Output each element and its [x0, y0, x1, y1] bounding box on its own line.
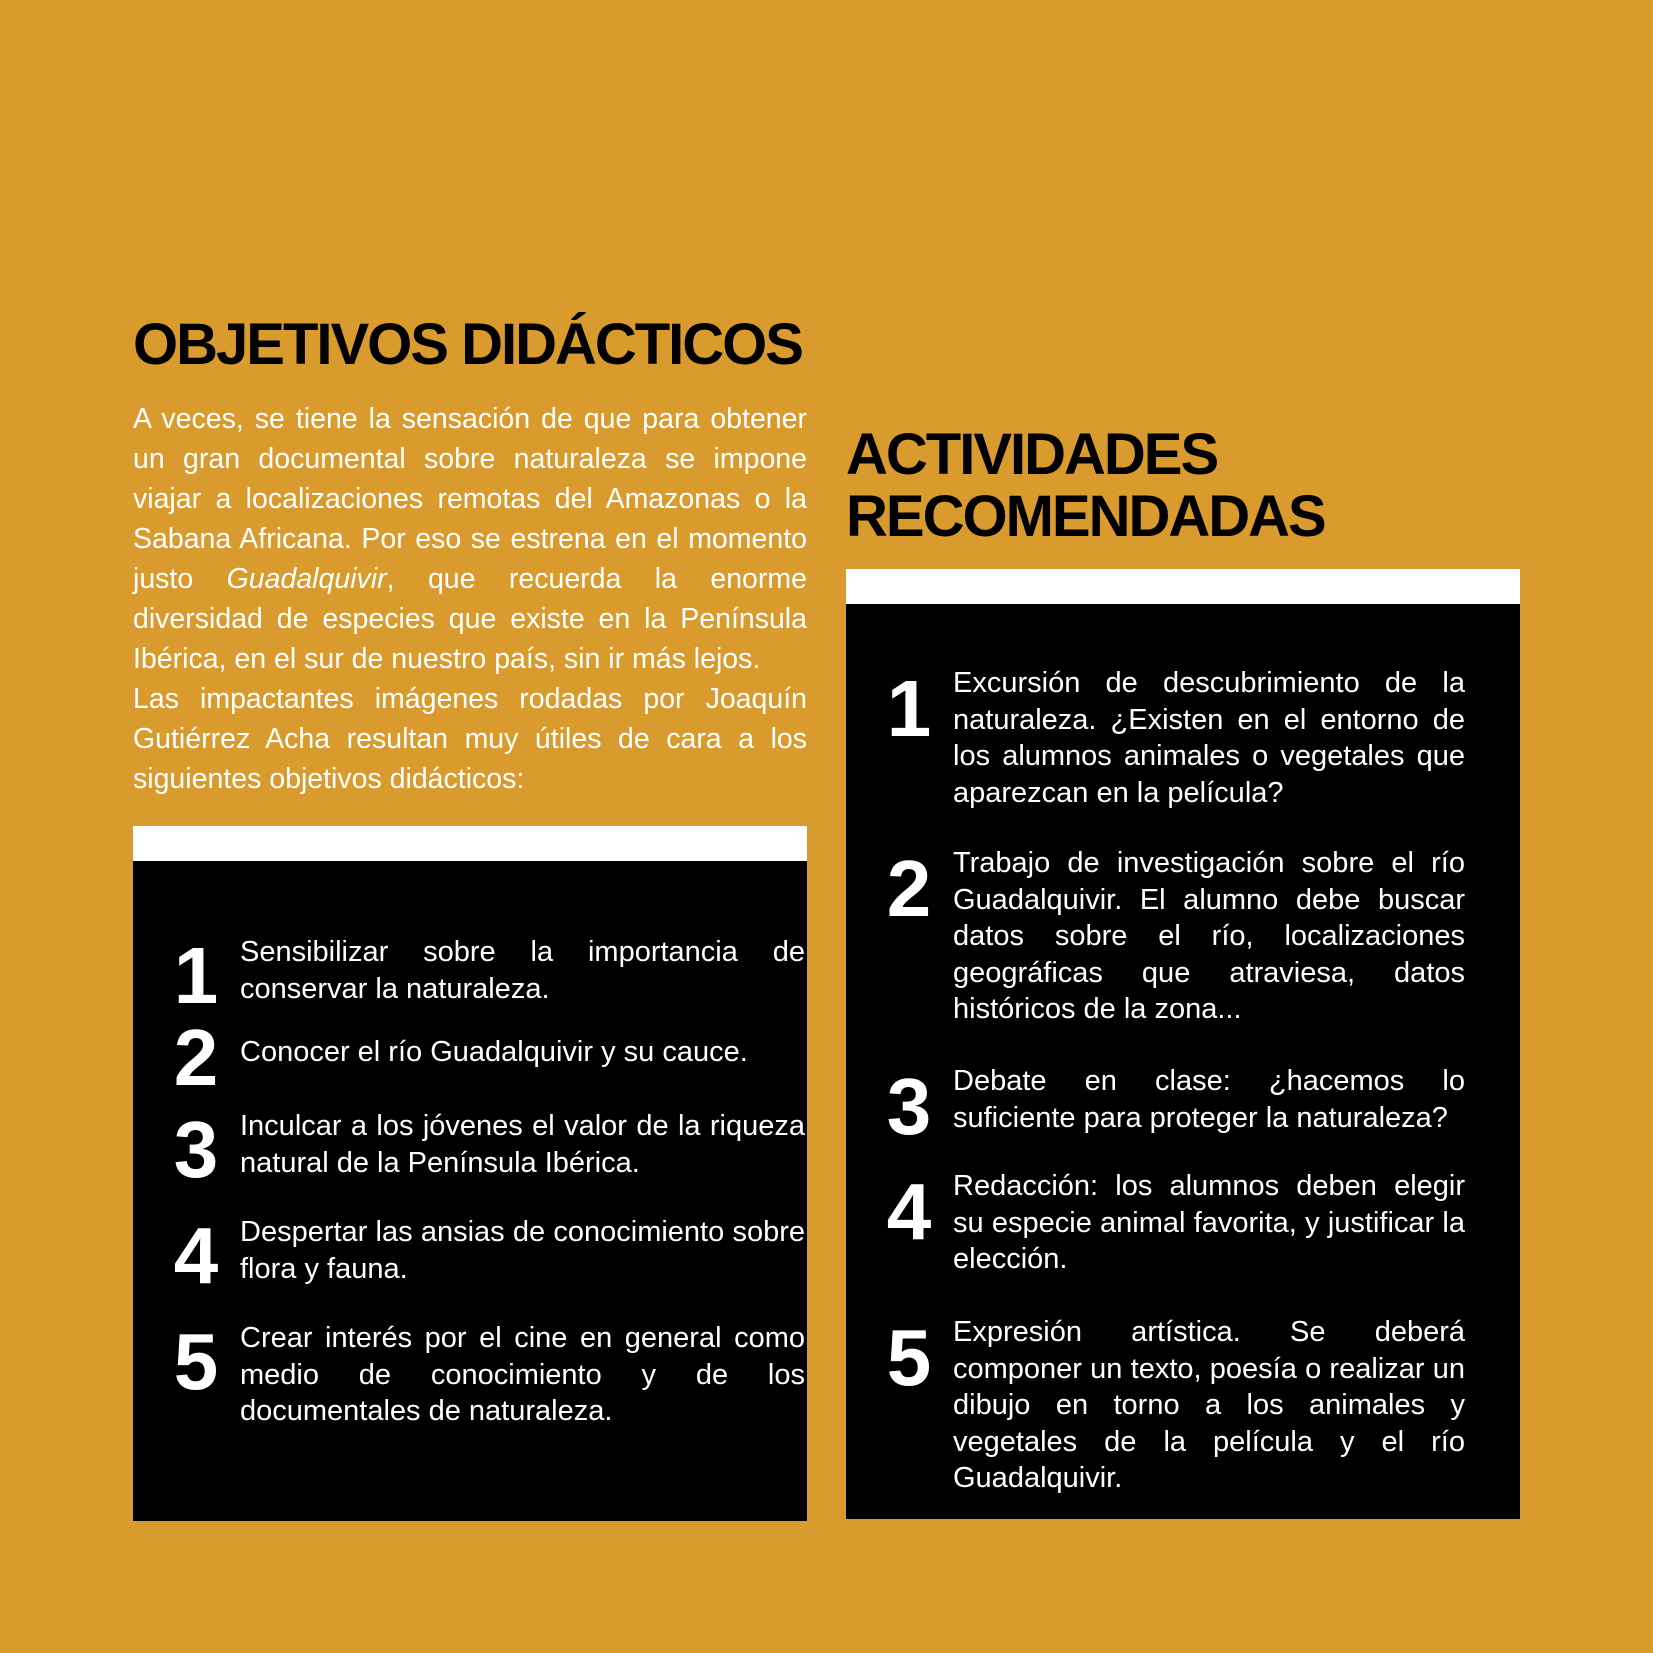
actividad-number: 4 [886, 1167, 932, 1256]
panel-top-bar [133, 826, 807, 861]
intro-paragraph-2: Las impactantes imágenes rodadas por Joaquín Gutiérrez Acha resultan muy útiles de cara a los siguientes objetivos didácticos: [133, 683, 807, 795]
objetivo-text: Despertar las ansias de conocimiento sobre flora y fauna. [240, 1216, 805, 1285]
intro-paragraph-1 [133, 399, 807, 679]
objetivo-text: Conocer el río Guadalquivir y su cauce. [240, 1036, 748, 1068]
actividades-title-line1: ACTIVIDADES [846, 422, 1218, 487]
objetivo-number: 3 [173, 1105, 219, 1194]
intro-text-suffix: , que recuerda la enorme diversidad de especies que existe en la Península Ibérica, en el sur de nuestro país, sin ir más lejos. [133, 563, 807, 675]
actividad-text: Expresión artística. Se deberá componer un texto, poesía o realizar un dibujo en torno a los animales y vegetales de la película y el río Guadalquivir. [953, 1316, 1465, 1494]
objetivo-text: Inculcar a los jóvenes el valor de la riqueza natural de la Península Ibérica. [240, 1110, 805, 1179]
objetivo-number: 1 [173, 931, 219, 1020]
objetivo-text: Sensibilizar sobre la importancia de conservar la naturaleza. [240, 936, 805, 1005]
panel-top-bar [846, 569, 1520, 604]
intro-text-prefix: A veces, se tiene la sensación de que para obtener un gran documental sobre naturaleza se impone viajar a localizaciones remotas del Amazonas o la Sabana Africana. Por eso se estrena en el momento justo [133, 403, 807, 595]
actividades-title [846, 424, 1325, 548]
objetivos-intro [133, 399, 807, 799]
objetivo-text: Crear interés por el cine en general como medio de conocimiento y de los documentales de naturaleza. [240, 1322, 805, 1427]
objetivo-number: 4 [173, 1211, 219, 1300]
actividad-text: Excursión de descubrimiento de la naturaleza. ¿Existen en el entorno de los alumnos animales o vegetales que aparezcan en la película? [953, 667, 1465, 809]
actividad-text: Debate en clase: ¿hacemos lo suficiente para proteger la naturaleza? [953, 1065, 1465, 1134]
objetivo-number: 5 [173, 1317, 219, 1406]
actividad-number: 5 [886, 1313, 932, 1402]
actividad-number: 3 [886, 1062, 932, 1151]
film-title-italic: Guadalquivir [226, 563, 387, 595]
objetivo-number: 2 [173, 1013, 219, 1102]
actividades-title-line2: RECOMENDADAS [846, 484, 1325, 549]
actividad-text: Redacción: los alumnos deben elegir su especie animal favorita, y justificar la elección. [953, 1170, 1465, 1275]
actividad-number: 1 [886, 664, 932, 753]
actividades-panel [846, 569, 1520, 1519]
objetivos-title: OBJETIVOS DIDÁCTICOS [133, 312, 802, 377]
actividad-text: Trabajo de investigación sobre el río Guadalquivir. El alumno debe buscar datos sobre el río, localizaciones geográficas que atraviesa, datos históricos de la zona... [953, 847, 1465, 1025]
objetivos-panel [133, 826, 807, 1521]
actividad-number: 2 [886, 844, 932, 933]
